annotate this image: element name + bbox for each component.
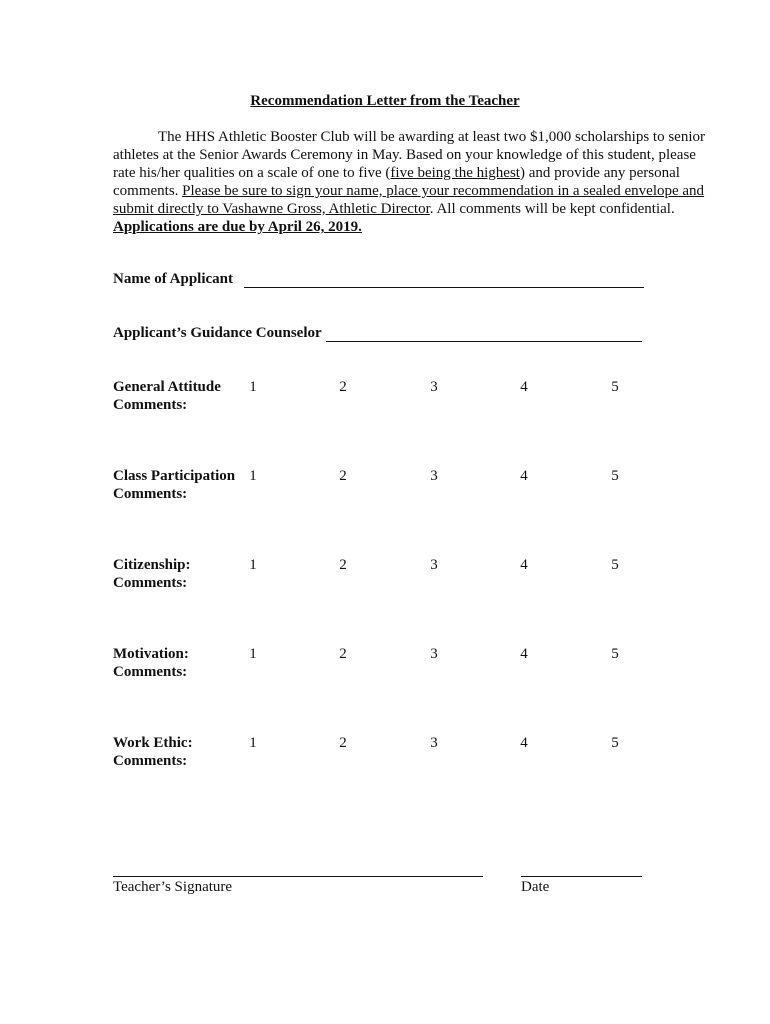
rating-category-label: Motivation: <box>113 646 189 662</box>
rating-option-4[interactable]: 4 <box>520 646 528 662</box>
teacher-signature-label: Teacher’s Signature <box>113 879 233 895</box>
rating-option-5[interactable]: 5 <box>611 557 619 573</box>
rating-option-5[interactable]: 5 <box>611 468 619 484</box>
intro-text-1: The HHS Athletic Booster Club will be awarding at least two $1,000 scholarships to senior athletes at the Senior Awards Ceremony in May. Based on your knowledge of this student, please rate his/her qualities on a scale of one to five ( <box>113 129 706 181</box>
rating-row <box>113 646 673 686</box>
comments-label: Comments: <box>113 486 188 502</box>
applicant-name-line[interactable] <box>244 273 644 288</box>
comments-label: Comments: <box>113 753 188 769</box>
rating-option-1[interactable]: 1 <box>249 557 257 573</box>
rating-option-3[interactable]: 3 <box>430 735 438 751</box>
comments-label: Comments: <box>113 397 188 413</box>
rating-option-3[interactable]: 3 <box>430 557 438 573</box>
rating-option-2[interactable]: 2 <box>339 557 347 573</box>
rating-category-label: General Attitude <box>113 379 221 395</box>
rating-option-4[interactable]: 4 <box>520 735 528 751</box>
rating-option-2[interactable]: 2 <box>339 468 347 484</box>
rating-option-3[interactable]: 3 <box>430 646 438 662</box>
rating-option-5[interactable]: 5 <box>611 646 619 662</box>
rating-option-1[interactable]: 1 <box>249 646 257 662</box>
guidance-counselor-field <box>113 325 642 342</box>
rating-row <box>113 557 673 597</box>
rating-option-3[interactable]: 3 <box>430 468 438 484</box>
teacher-signature-line[interactable] <box>113 876 483 877</box>
rating-category-label: Work Ethic: <box>113 735 193 751</box>
rating-category-label: Class Participation <box>113 468 236 484</box>
rating-option-4[interactable]: 4 <box>520 468 528 484</box>
rating-option-2[interactable]: 2 <box>339 646 347 662</box>
applicant-name-label: Name of Applicant <box>113 271 233 287</box>
rating-option-2[interactable]: 2 <box>339 735 347 751</box>
rating-option-4[interactable]: 4 <box>520 557 528 573</box>
rating-row <box>113 735 673 775</box>
intro-underline-1: five being the highest <box>390 165 520 181</box>
intro-paragraph <box>113 128 713 236</box>
guidance-counselor-label: Applicant’s Guidance Counselor <box>113 325 322 341</box>
date-line[interactable] <box>521 876 642 877</box>
rating-option-1[interactable]: 1 <box>249 735 257 751</box>
intro-text-2: ) and provide any personal comments. <box>113 165 680 199</box>
date-label: Date <box>521 879 550 895</box>
applicant-name-field <box>113 271 644 288</box>
intro-text-3: . All comments will be kept confidential. <box>429 201 675 217</box>
rating-category-label: Citizenship: <box>113 557 191 573</box>
rating-option-2[interactable]: 2 <box>339 379 347 395</box>
comments-label: Comments: <box>113 664 188 680</box>
rating-row <box>113 379 673 419</box>
rating-option-4[interactable]: 4 <box>520 379 528 395</box>
page-title: Recommendation Letter from the Teacher <box>250 93 520 109</box>
rating-option-3[interactable]: 3 <box>430 379 438 395</box>
rating-option-5[interactable]: 5 <box>611 735 619 751</box>
rating-row <box>113 468 673 508</box>
intro-underline-2: Please be sure to sign your name, place your recommendation in a sealed envelope and submit directly to Vashawne Gross, Athletic Director <box>113 183 705 217</box>
guidance-counselor-line[interactable] <box>326 327 642 342</box>
rating-option-5[interactable]: 5 <box>611 379 619 395</box>
due-date-notice: Applications are due by April 26, 2019. <box>113 219 362 235</box>
comments-label: Comments: <box>113 575 188 591</box>
rating-option-1[interactable]: 1 <box>249 379 257 395</box>
rating-option-1[interactable]: 1 <box>249 468 257 484</box>
